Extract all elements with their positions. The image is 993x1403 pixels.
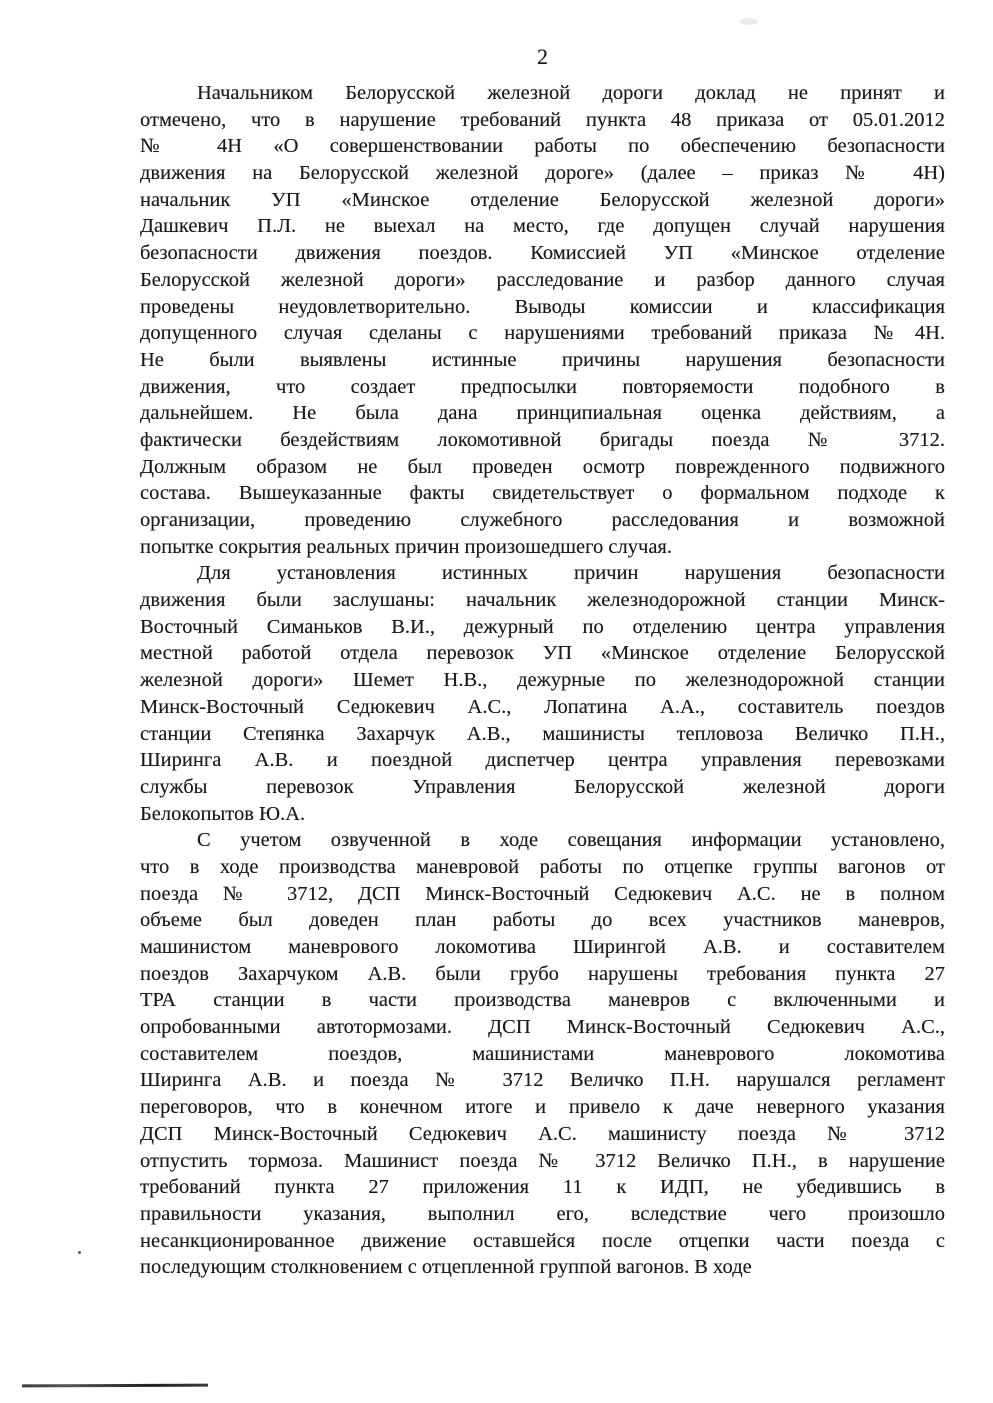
text-line: отмечено, что в нарушение требований пункта 48 приказа от 05.01.2012 <box>140 108 945 131</box>
text-line: Минск-Восточный Седюкевич А.С., Лопатина А.А., составитель поездов <box>140 695 945 718</box>
text-line: попытке сокрытия реальных причин произошедшего случая. <box>140 535 672 558</box>
text-line: требований пункта 27 приложения 11 к ИДП, не убедившись в <box>140 1176 945 1199</box>
paragraph <box>140 560 945 827</box>
text-line: дальнейшем. Не была дана принципиальная оценка действиям, а <box>140 402 945 425</box>
text-line: № 4Н «О совершенствовании работы по обеспечению безопасности <box>140 135 945 158</box>
text-line: Ширинга А.В. и поезда № 3712 Величко П.Н. нарушался регламент <box>140 1069 945 1092</box>
text-line: Дашкевич П.Л. не выехал на место, где допущен случай нарушения <box>140 215 945 238</box>
text-line: Не были выявлены истинные причины нарушения безопасности <box>140 348 945 371</box>
footer-rule <box>22 1384 208 1387</box>
text-line: последующим столкновением с отцепленной группой вагонов. В ходе <box>140 1256 752 1279</box>
text-line: машинистом маневрового локомотива Ширингой А.В. и составителем <box>140 936 945 958</box>
text-line: отпустить тормоза. Машинист поезда № 3712 Величко П.Н., в нарушение <box>140 1149 945 1172</box>
paragraph <box>140 827 945 1281</box>
text-line: безопасности движения поездов. Комиссией УП «Минское отделение <box>140 242 945 265</box>
text-line: состава. Вышеуказанные факты свидетельствует о формальном подходе к <box>140 482 945 505</box>
text-line: правильности указания, выполнил его, вследствие чего произошло <box>140 1202 945 1225</box>
text-line: местной работой отдела перевозок УП «Минское отделение Белорусской <box>140 642 945 665</box>
text-line: ДСП Минск-Восточный Седюкевич А.С. машинисту поезда № 3712 <box>140 1122 945 1145</box>
page-number: 2 <box>537 44 548 69</box>
text-line: опробованными автотормозами. ДСП Минск-Восточный Седюкевич А.С., <box>140 1016 945 1039</box>
text-line: поездов Захарчуком А.В. были грубо нарушены требования пункта 27 <box>140 962 945 985</box>
text-line: Восточный Симаньков В.И., дежурный по отделению центра управления <box>140 615 945 638</box>
text-line: фактически бездействиям локомотивной бригады поезда № 3712. <box>140 428 945 451</box>
text-line: что в ходе производства маневровой работы по отцепке группы вагонов от <box>140 855 945 878</box>
text-line: составителем поездов, машинистами маневрового локомотива <box>140 1042 945 1065</box>
text-line: проведены неудовлетворительно. Выводы комиссии и классификация <box>140 295 945 318</box>
text-line: допущенного случая сделаны с нарушениями требований приказа №4Н. <box>140 322 945 345</box>
text-line: несанкционированное движение оставшейся после отцепки части поезда с <box>140 1229 945 1252</box>
text-line: С учетом озвученной в ходе совещания информации установлено, <box>197 829 945 852</box>
text-line: Белокопытов Ю.А. <box>140 802 306 825</box>
text-line: начальник УП «Минское отделение Белорусской железной дороги» <box>140 188 945 211</box>
text-line: Начальником Белорусской железной дороги доклад не принят и <box>197 82 945 104</box>
text-line: Должным образом не был проведен осмотр поврежденного подвижного <box>140 455 945 478</box>
text-line: железной дороги» Шемет Н.В., дежурные по железнодорожной станции <box>140 669 945 692</box>
text-line: движения были заслушаны: начальник железнодорожной станции Минск- <box>140 589 945 612</box>
scan-speck-artifact <box>78 1251 81 1254</box>
text-line: объеме был доведен план работы до всех участников маневров, <box>140 909 945 932</box>
text-line: переговоров, что в конечном итоге и привело к даче неверного указания <box>140 1096 945 1119</box>
text-line: службы перевозок Управления Белорусской железной дороги <box>140 775 945 798</box>
paragraph <box>140 80 945 560</box>
text-line: поезда № 3712, ДСП Минск-Восточный Седюкевич А.С. не в полном <box>140 882 945 905</box>
text-line: движения, что создает предпосылки повторяемости подобного в <box>140 375 945 398</box>
text-line: Белорусской железной дороги» расследование и разбор данного случая <box>140 268 945 291</box>
scan-smudge-artifact <box>740 18 758 25</box>
text-line: Ширинга А.В. и поездной диспетчер центра управления перевозками <box>140 749 945 772</box>
text-line: организации, проведению служебного расследования и возможной <box>140 509 945 531</box>
text-line: станции Степянка Захарчук А.В., машинисты тепловоза Величко П.Н., <box>140 722 945 745</box>
document-body <box>140 80 945 1281</box>
text-line: ТРА станции в части производства маневров с включенными и <box>140 989 945 1012</box>
text-line: движения на Белорусской железной дороге» (далее – приказ № 4Н) <box>140 162 945 185</box>
text-line: Для установления истинных причин нарушения безопасности <box>197 562 945 585</box>
